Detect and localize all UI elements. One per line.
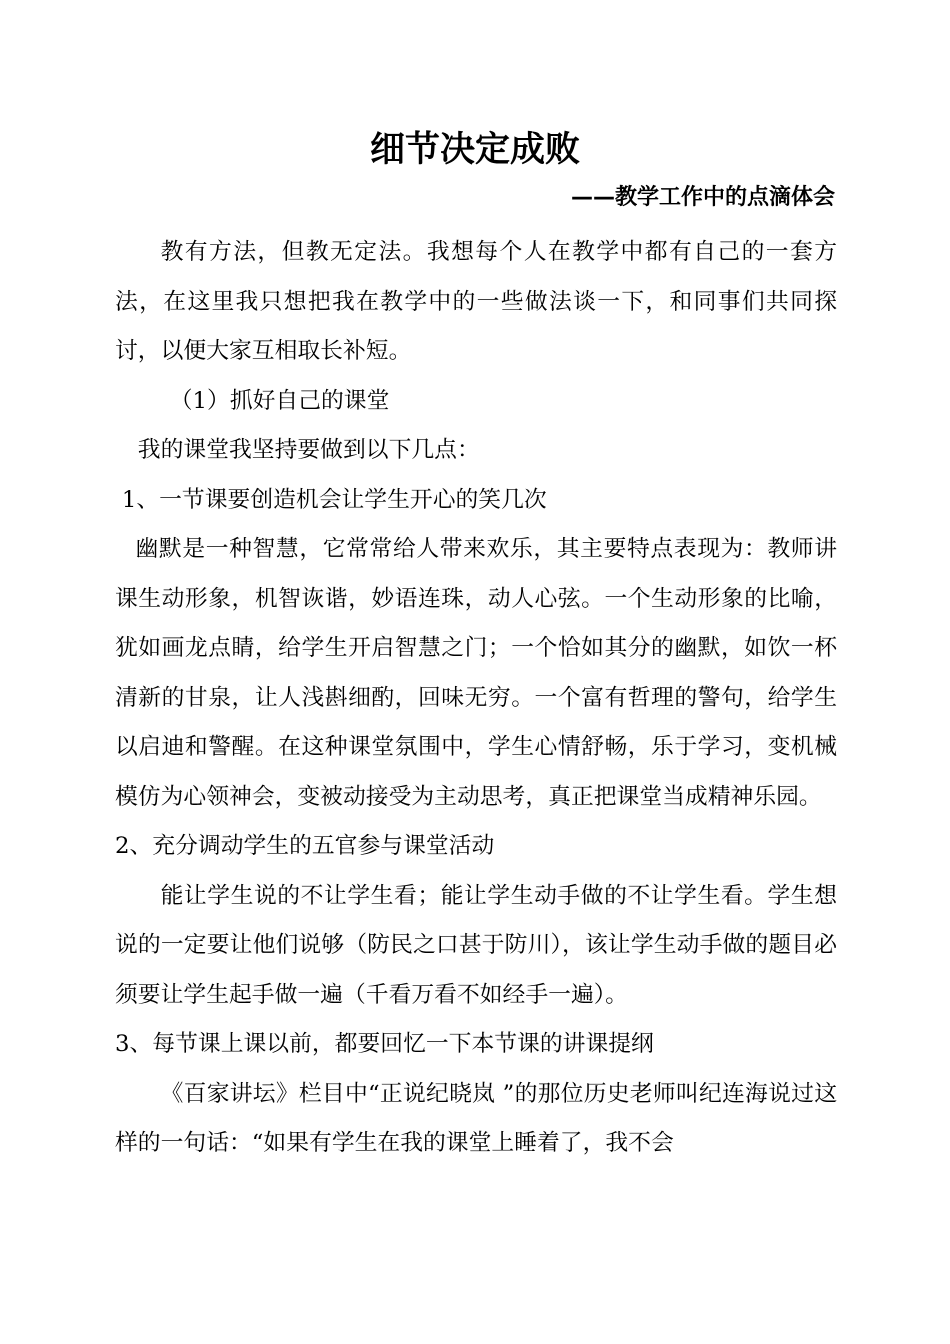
section-heading-1: （1）抓好自己的课堂 <box>169 387 390 414</box>
list-item-heading-2: 2、充分调动学生的五官参与课堂活动 <box>115 833 495 859</box>
document-title: 细节决定成败 <box>369 130 580 170</box>
list-item-heading-1: 1、一节课要创造机会让学生开心的笑几次 <box>121 486 547 513</box>
paragraph-lecture-forum: 《百家讲坛》栏目中“正说纪晓岚 ”的那位历史老师叫纪连海说过这样的一句话：“如果有学生在我的课堂上睡着了，我不会 <box>115 1080 837 1156</box>
paragraph-list-intro: 我的课堂我坚持要做到以下几点： <box>137 437 480 463</box>
document-subtitle: ——教学工作中的点滴体会 <box>570 185 835 210</box>
document-body <box>115 228 837 1169</box>
list-item-heading-3: 3、每节课上课以前，都要回忆一下本节课的讲课提纲 <box>115 1031 654 1057</box>
paragraph-intro: 教有方法，但教无定法。我想每个人在教学中都有自己的一套方法，在这里我只想把我在教学中的一些做法谈一下，和同事们共同探讨，以便大家互相取长补短。 <box>115 239 837 364</box>
paragraph-five-senses: 能让学生说的不让学生看；能让学生动手做的不让学生看。学生想说的一定要让他们说够（防民之口甚于防川），该让学生动手做的题目必须要让学生起手做一遍（千看万看不如经手一遍）。 <box>115 882 837 1008</box>
paragraph-humor: 幽默是一种智慧，它常常给人带来欢乐，其主要特点表现为：教师讲课生动形象，机智诙谐，妙语连珠，动人心弦。一个生动形象的比喻，犹如画龙点睛，给学生开启智慧之门；一个恰如其分的幽默，如饮一杯清新的甘泉，让人浅斟细酌，回味无穷。一个富有哲理的警句，给学生以启迪和警醒。在这种课堂氛围中，学生心情舒畅，乐于学习，变机械模仿为心领神会，变被动接受为主动思考，真正把课堂当成精神乐园。 <box>115 536 837 810</box>
